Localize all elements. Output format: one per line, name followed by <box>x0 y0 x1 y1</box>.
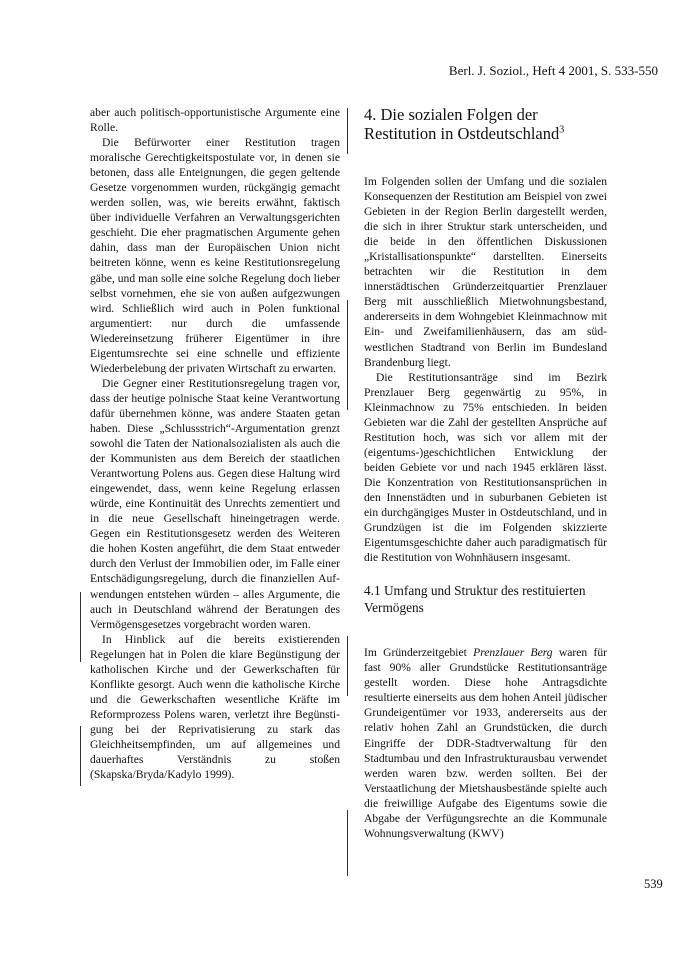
margin-rule <box>347 300 348 410</box>
paragraph: Die Restitutionsanträge sind im Bezirk Prenzlauer Berg gegenwärtig zu 95%, in Kleinmachnow zu 75% entschieden. In beiden Gebieten war die Zahl der gestellten Ansprüche auf Restitution hoch, was sich vor allem mit der (eigentums-)geschichtlichen Entwicklung der beiden Gebiete vor und nach 1945 erklären lässt. Die Konzentration von Restitutionsansprüchen in den Innenstädten und in suburbanen Gebieten ist ein durchgängiges Muster in Ostdeutschland, und in Grundzügen ist die im Folgenden skizzierte Eigentumsgeschichte daher auch paradigmatisch für die Restitution von Wohnhäusern insgesamt. <box>364 370 607 565</box>
left-column <box>90 105 340 782</box>
footnote-mark: 3 <box>559 124 565 136</box>
paragraph: Im Folgenden sollen der Umfang und die sozialen Konsequenzen der Restitution am Beispiel von zwei Gebieten in der Region Berlin dargestellt werden, die sich in ihrer Struktur stark unterscheiden, und die beide in den öffentlichen Diskussionen „Kristallisationspunkte“ darstellten. Einerseits betrachten wir die Restitution in dem innerstädtischen Gründerzeitquartier Prenzlauer Berg mit ausschließlich Mietwohnungsbestand, andererseits in dem Wohngebiet Kleinmachnow mit Ein- und Zweifamilienhäusern, das am südwestlichen Stadtrand von Berlin im Bundesland Brandenburg liegt. <box>364 175 607 369</box>
place-name: Prenzlauer Berg <box>473 646 553 660</box>
section-heading-text: 4. Die sozialen Folgen der Restitution in Ostdeutschland <box>364 105 560 143</box>
paragraph: aber auch politisch-opportunistische Argumente eine Rolle. <box>90 106 340 135</box>
paragraph: Die Befürworter einer Restitution tragen moralische Gerechtigkeitspostulate vor, in denen sie betonen, dass alle Enteignungen, die gegen geltende Gesetze vorgenommen wurden, rückgängig gemacht werden sollen, was, wie bereits erwähnt, faktisch über individuelle Verfahren an Verwaltungsgerichten geschieht. Die eher pragmatischen Argumente gehen dahin, dass man der Europäischen Union nicht beitreten könne, wenn es keine Restitutionsregelung gäbe, und man solle eine solche Regelung doch lieber selbst vornehmen, ehe sie von außen aufgezwungen wird. Schließlich wird auch in Polen funktional argumentiert: nur durch die umfassende Wiedereinsetzung früherer Eigentümer in ihre Eigentumsrechte sei eine schnelle und effiziente Wiederbelebung der privaten Wirtschaft zu erwarten. <box>90 136 340 375</box>
margin-rule <box>347 636 348 696</box>
section-heading <box>364 105 607 143</box>
paragraph: In Hinblick auf die bereits existierenden Regelungen hat in Polen die klare Begünstigung der katholischen Kirche und der Gewerkschaften für Konflikte gesorgt. Auch wenn die katholische Kirche und die Gewerkschaften wesentliche Kräfte im Reformprozess Polens waren, verletzt ihre Begünstigung bei der Reprivatisierung zu stark das Gleichheitsempfinden, um auf allgemeines und dauerhaftes Verständnis zu stoßen (Skapska/Bryda/Kadylo 1999). <box>90 632 340 782</box>
paragraph-rest: waren für fast 90% aller Grundstücke Restitutionsanträge gestellt worden. Diese hohe Antragsdichte resultierte einerseits aus dem hohen Anteil jüdischer Grundeigentümer vor 1933, andererseits aus der relativ hohen Zahl an Grundstücken, die durch Eingriffe der DDR-Stadtverwaltung für den Stadtumbau und den Infrastrukturausbau verwendet werden waren bzw. werden sollten. Bei der Verstaatlichung der Mietshausbestände spielte auch die freiwillige Aufgabe des Eigentums sowie die Abgabe der Verfügungsrechte an die Kommunale Wohnungsverwaltung (KWV) <box>364 646 607 840</box>
margin-rule <box>347 810 348 876</box>
margin-rule <box>347 108 348 154</box>
running-head: Berl. J. Soziol., Heft 4 2001, S. 533-550 <box>448 63 658 78</box>
margin-rule <box>80 726 81 786</box>
paragraph-lead: Im Gründerzeitgebiet <box>364 646 474 660</box>
paragraph: Die Gegner einer Restitutionsregelung tragen vor, dass der heutige polnische Staat keine Verantwortung dafür übernehmen könne, was andere Staaten getan haben. Diese „Schlussstrich“-Argumentation grenzt sowohl die Taten der Nationalsozialisten als auch die der Kommunisten aus dem Bereich der staatlichen Verantwortung Polens aus. Gegen diese Haltung wird eingewendet, dass, wenn keine Regelung erlassen würde, eine Kontinuität des Unrechts zementiert und in die neue Gesellschaft hineingetragen werde. Gegen ein Restitutionsgesetz werden des Weiteren die hohen Kosten angeführt, die dem Staat entweder durch den Verlust der Immobilien oder, im Falle einer Entschädigungsregelung, durch die finanziellen Aufwendungen entstehen würden – alles Argumente, die auch in Deutschland während der Beratungen des Vermögensgesetzes vorgebracht worden waren. <box>90 376 340 631</box>
right-column <box>364 105 607 841</box>
page-number: 539 <box>644 877 663 891</box>
paragraph <box>364 645 607 841</box>
margin-rule <box>80 592 81 662</box>
subsection-heading: 4.1 Umfang und Struktur des restituierten Vermögens <box>364 583 586 616</box>
